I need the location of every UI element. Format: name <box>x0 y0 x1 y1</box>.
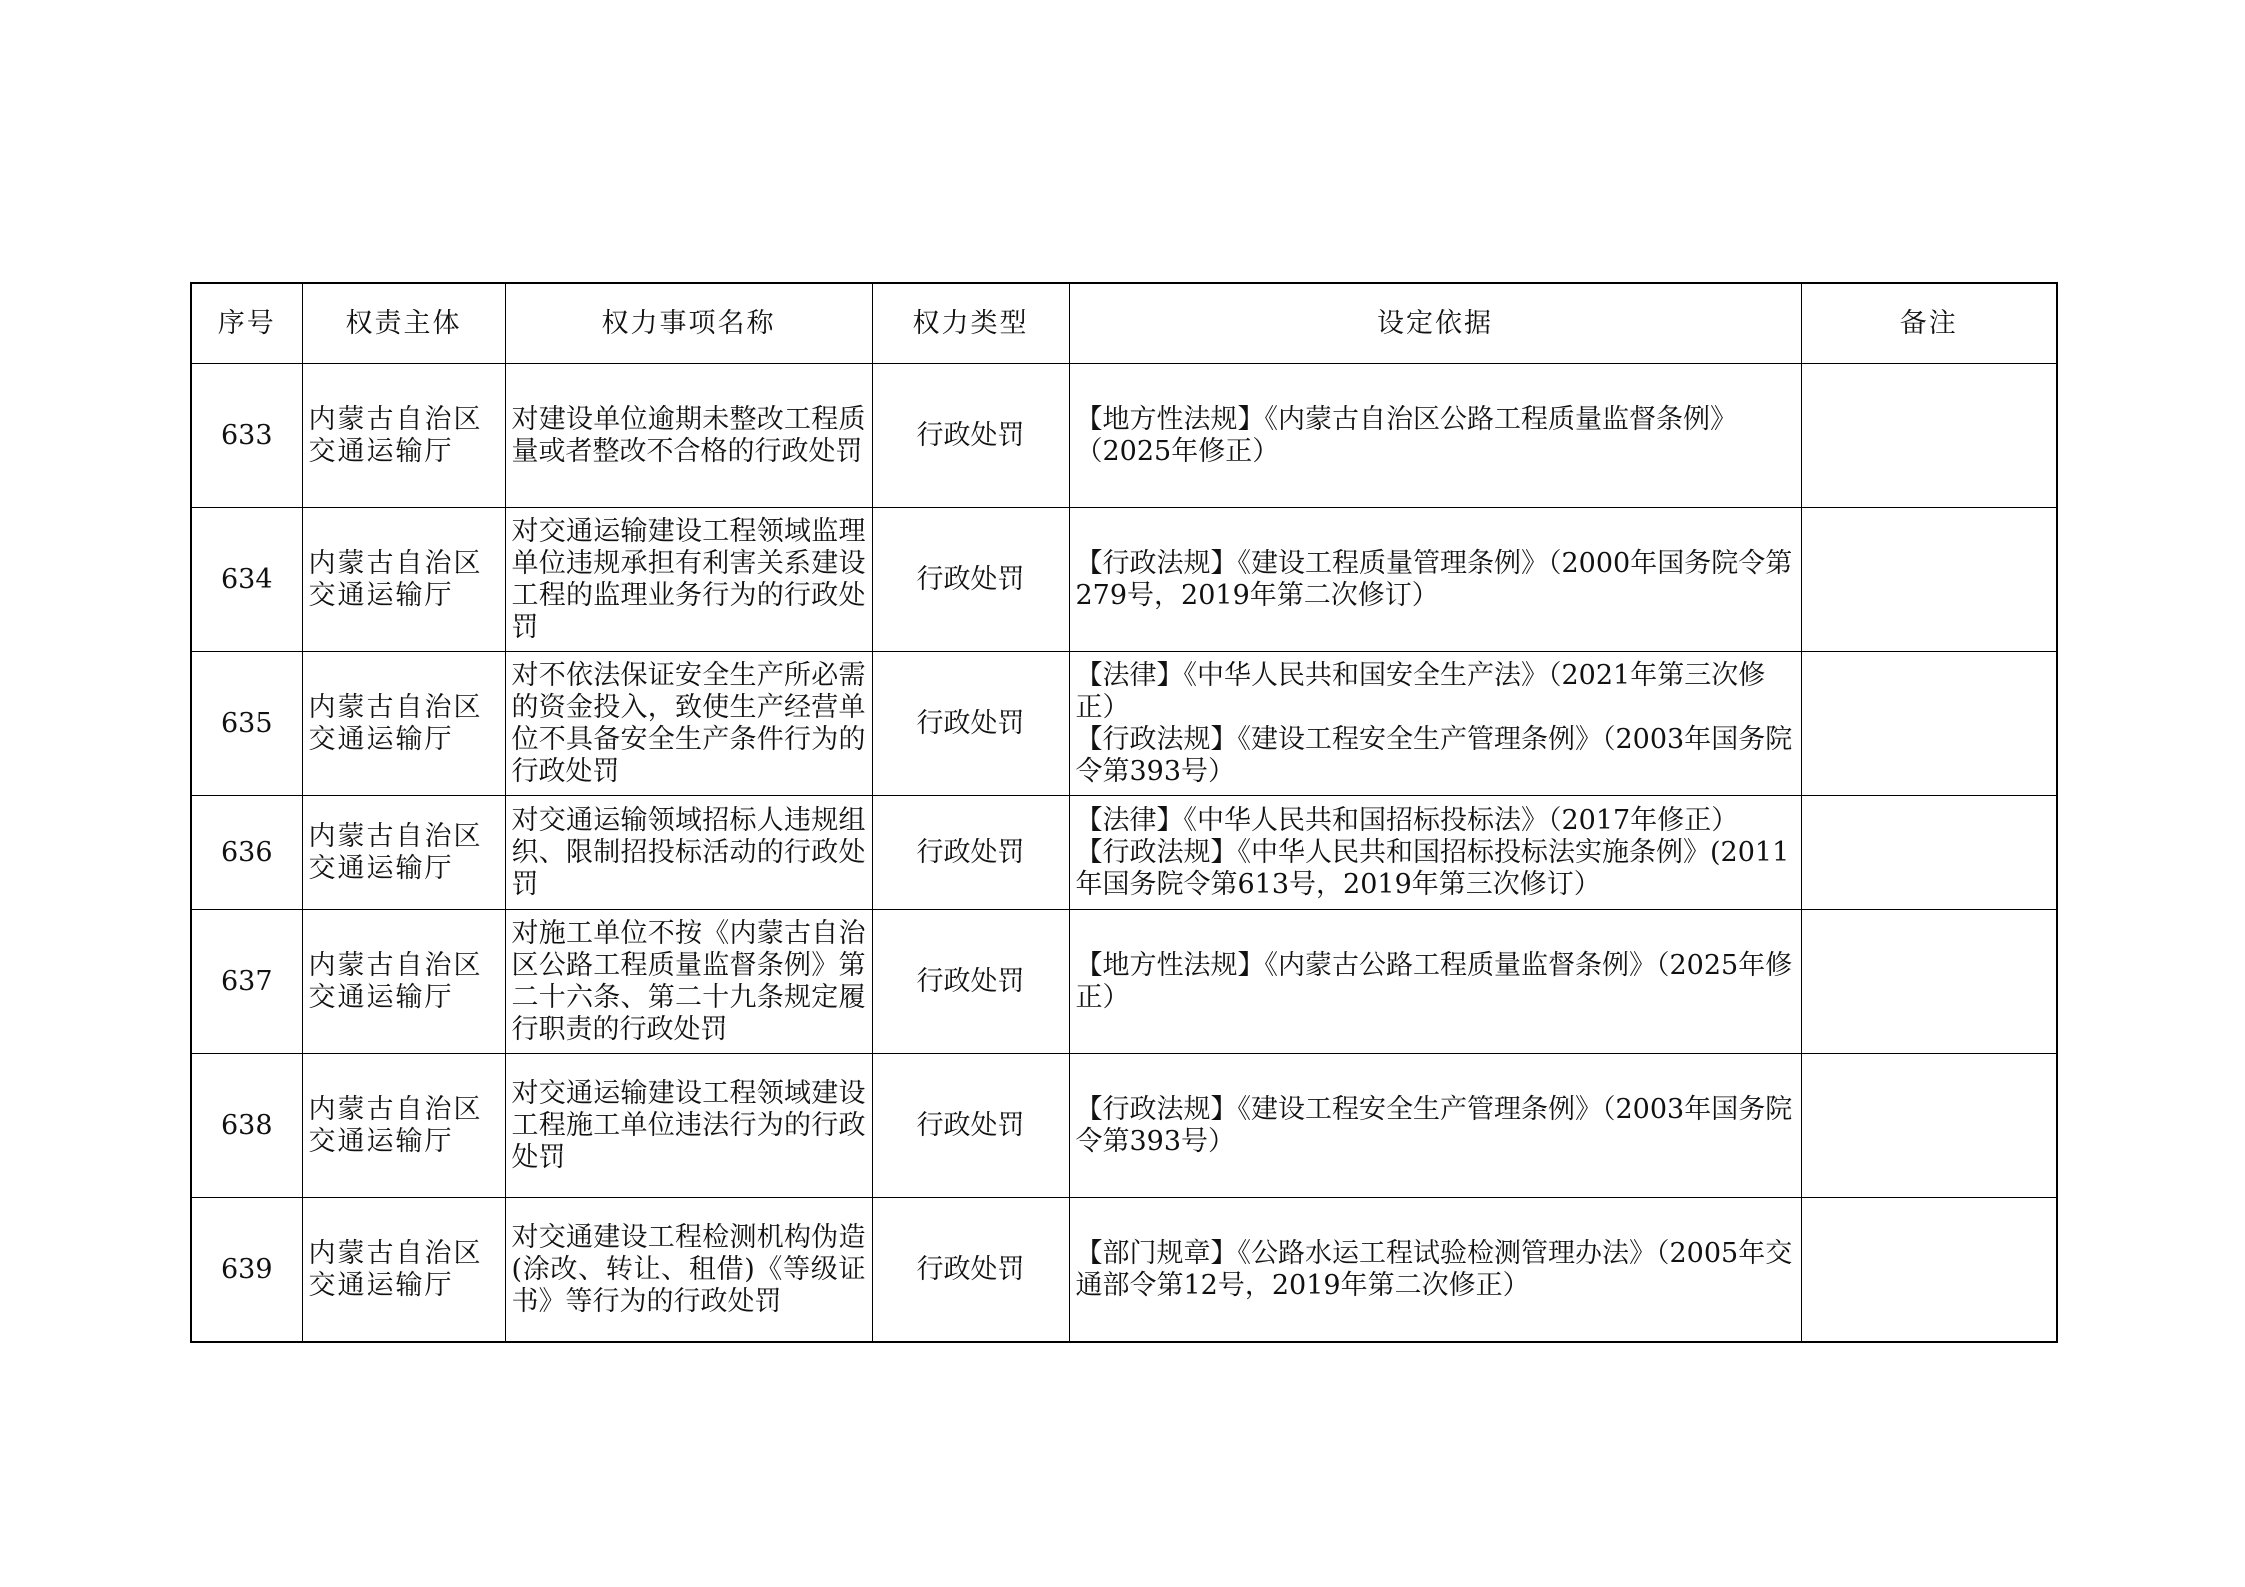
basis-line: 【行政法规】《建设工程安全生产管理条例》（2003年国务院令第393号） <box>1075 723 1793 787</box>
row-basis <box>1069 364 1801 508</box>
basis-line: 【法律】《中华人民共和国安全生产法》（2021年第三次修正） <box>1075 659 1766 723</box>
row-subject: 内蒙古自治区交通运输厅 <box>302 508 505 652</box>
row-remark <box>1801 652 2057 796</box>
row-subject: 内蒙古自治区交通运输厅 <box>302 364 505 508</box>
row-index: 636 <box>191 796 302 910</box>
header-remark: 备注 <box>1801 283 2057 364</box>
basis-line: 【行政法规】《中华人民共和国招标投标法实施条例》(2011年国务院令第613号，2019年第三次修订） <box>1075 836 1790 900</box>
header-name: 权力事项名称 <box>505 283 872 364</box>
row-subject: 内蒙古自治区交通运输厅 <box>302 910 505 1054</box>
row-power-name: 对交通建设工程检测机构伪造(涂改、转让、租借)《等级证书》等行为的行政处罚 <box>505 1198 872 1343</box>
row-power-type: 行政处罚 <box>872 910 1069 1054</box>
row-index: 634 <box>191 508 302 652</box>
header-index: 序号 <box>191 283 302 364</box>
row-power-name: 对施工单位不按《内蒙古自治区公路工程质量监督条例》第二十六条、第二十九条规定履行职责的行政处罚 <box>505 910 872 1054</box>
row-basis <box>1069 1198 1801 1343</box>
row-power-type: 行政处罚 <box>872 1054 1069 1198</box>
row-subject: 内蒙古自治区交通运输厅 <box>302 652 505 796</box>
row-power-type: 行政处罚 <box>872 1198 1069 1343</box>
basis-line: 【行政法规】《建设工程安全生产管理条例》（2003年国务院令第393号） <box>1075 1093 1793 1157</box>
row-index: 639 <box>191 1198 302 1343</box>
row-power-name: 对不依法保证安全生产所必需的资金投入，致使生产经营单位不具备安全生产条件行为的行政处罚 <box>505 652 872 796</box>
table-row <box>191 364 2057 508</box>
row-basis <box>1069 910 1801 1054</box>
row-basis <box>1069 1054 1801 1198</box>
power-list-table <box>190 282 2058 1343</box>
row-power-type: 行政处罚 <box>872 364 1069 508</box>
row-subject: 内蒙古自治区交通运输厅 <box>302 796 505 910</box>
row-power-name: 对交通运输领域招标人违规组织、限制招投标活动的行政处罚 <box>505 796 872 910</box>
table-row <box>191 910 2057 1054</box>
row-index: 637 <box>191 910 302 1054</box>
row-power-name: 对建设单位逾期未整改工程质量或者整改不合格的行政处罚 <box>505 364 872 508</box>
row-power-type: 行政处罚 <box>872 796 1069 910</box>
basis-line: 【法律】《中华人民共和国招标投标法》（2017年修正） <box>1075 804 1739 836</box>
table-row <box>191 796 2057 910</box>
row-power-name: 对交通运输建设工程领域建设工程施工单位违法行为的行政处罚 <box>505 1054 872 1198</box>
basis-line: 【行政法规】《建设工程质量管理条例》（2000年国务院令第279号，2019年第二次修订） <box>1075 547 1793 611</box>
row-remark <box>1801 1198 2057 1343</box>
row-remark <box>1801 1054 2057 1198</box>
table-row <box>191 508 2057 652</box>
table-row <box>191 1054 2057 1198</box>
row-index: 635 <box>191 652 302 796</box>
row-power-type: 行政处罚 <box>872 508 1069 652</box>
row-subject: 内蒙古自治区交通运输厅 <box>302 1054 505 1198</box>
row-power-type: 行政处罚 <box>872 652 1069 796</box>
row-remark <box>1801 796 2057 910</box>
row-basis <box>1069 796 1801 910</box>
basis-line: 【地方性法规】《内蒙古公路工程质量监督条例》（2025年修正） <box>1075 949 1793 1013</box>
table-row <box>191 1198 2057 1343</box>
row-index: 638 <box>191 1054 302 1198</box>
basis-line: 【部门规章】《公路水运工程试验检测管理办法》（2005年交通部令第12号，2019年第二次修正） <box>1075 1237 1793 1301</box>
row-power-name: 对交通运输建设工程领域监理单位违规承担有利害关系建设工程的监理业务行为的行政处罚 <box>505 508 872 652</box>
row-index: 633 <box>191 364 302 508</box>
row-basis <box>1069 508 1801 652</box>
row-remark <box>1801 508 2057 652</box>
header-type: 权力类型 <box>872 283 1069 364</box>
row-remark <box>1801 364 2057 508</box>
table-row <box>191 652 2057 796</box>
row-basis <box>1069 652 1801 796</box>
row-subject: 内蒙古自治区交通运输厅 <box>302 1198 505 1343</box>
basis-line: 【地方性法规】《内蒙古自治区公路工程质量监督条例》（2025年修正） <box>1075 403 1737 467</box>
header-basis: 设定依据 <box>1069 283 1801 364</box>
row-remark <box>1801 910 2057 1054</box>
table-header-row <box>191 283 2057 364</box>
header-subject: 权责主体 <box>302 283 505 364</box>
